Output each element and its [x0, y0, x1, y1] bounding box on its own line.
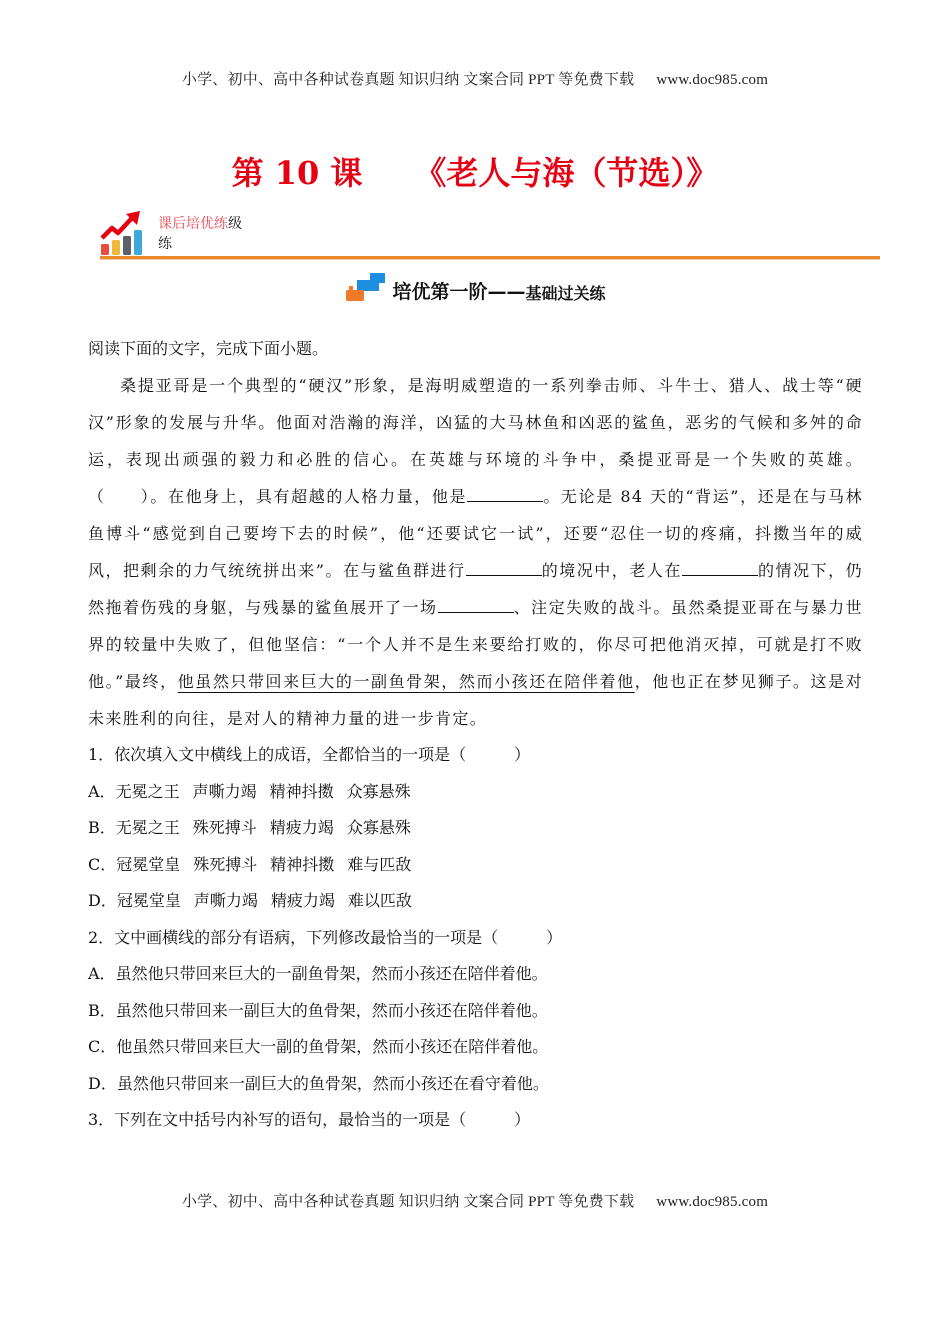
- question-3-stem: 3．下列在文中括号内补写的语句，最恰当的一项是（ ）: [88, 1110, 531, 1129]
- underlined-sentence: 他虽然只带回来巨大的一副鱼骨架，然而小孩还在陪伴着他: [177, 672, 635, 691]
- section-title-main: 培优第一阶——: [392, 281, 526, 303]
- question-2-option-a: [88, 956, 863, 993]
- header-site-link[interactable]: www.doc985.com: [656, 72, 769, 88]
- option-idiom: 声嘶力竭: [192, 781, 257, 801]
- passage-text: 桑提亚哥是一个典型的“硬汉”形象，是海明威塑造的一系列拳击师、斗牛士、猎人、战士等“硬汉”形象的发展与升华。他面对浩瀚的海洋，凶猛的大马林鱼和凶恶的鲨鱼，恶劣的气候和多舛的命运，表现出顽强的毅力和必胜的信心。在英雄与环境的斗争中，桑提亚哥是一个失败的英雄。（ ）。在他身上，具有超越的人格力量，他是: [88, 376, 863, 506]
- book-title: 《老人与海（节选）》: [414, 154, 719, 192]
- option-label: D．: [88, 891, 117, 910]
- page-footer: [0, 1190, 950, 1211]
- growth-chart-icon: [100, 210, 144, 256]
- passage-text: 、注定失败的战斗。虽然桑提亚哥在与暴力世界的较量中失败了，但他坚信：“一个人并不是生来要给打败的，你尽可把他消灭掉，可就是打不败他。”最终，: [88, 598, 863, 691]
- header-text: 小学、初中、高中各种试卷真题 知识归纳 文案合同 PPT 等免费下载: [181, 72, 635, 88]
- question-2-option-b: [88, 993, 863, 1030]
- option-idiom: 无冕之王: [115, 781, 180, 801]
- option-idiom: 冠冕堂皇: [116, 891, 181, 910]
- passage-text: 的情况下，仍然拖着伤残的身躯，与残暴的鲨鱼展开了一场: [88, 561, 863, 617]
- lesson-number: 第 10 课: [231, 154, 363, 192]
- fill-blank-4: [438, 594, 514, 613]
- reading-passage: [88, 367, 863, 737]
- option-text: 虽然他只带回来一副巨大的鱼骨架，然而小孩还在看守着他。: [116, 1073, 549, 1093]
- footer-text: 小学、初中、高中各种试卷真题 知识归纳 文案合同 PPT 等免费下载: [181, 1194, 635, 1210]
- passage-text: 的境况中，老人在: [541, 561, 682, 580]
- banner-label-black-1: 级: [228, 216, 242, 232]
- question-1-option-b: [88, 810, 863, 847]
- footer-site-link[interactable]: www.doc985.com: [656, 1194, 769, 1210]
- steps-icon: [344, 272, 386, 304]
- question-2-option-c: [88, 1029, 863, 1066]
- question-1-option-a: [88, 774, 863, 811]
- option-label: C．: [88, 854, 117, 874]
- instruction: 阅读下面的文字，完成下面小题。: [88, 339, 329, 358]
- option-idiom: 难以匹敌: [347, 891, 412, 910]
- option-idiom: 精神抖擞: [270, 854, 335, 874]
- option-text: 虽然他只带回来一副巨大的鱼骨架，然而小孩还在陪伴着他。: [115, 1000, 548, 1020]
- option-idiom: 冠冕堂皇: [116, 854, 181, 874]
- option-idiom: 众寡悬殊: [346, 818, 411, 837]
- passage-text: ，他也正在梦见狮子。这是对未来胜利的向往，是对人的精神力量的进一步肯定。: [88, 672, 863, 728]
- question-1-option-d: [88, 883, 863, 920]
- option-label: B．: [88, 818, 116, 837]
- option-label: A．: [88, 781, 116, 801]
- option-text: 虽然他只带回来巨大的一副鱼骨架，然而小孩还在陪伴着他。: [115, 964, 548, 983]
- option-idiom: 精疲力竭: [269, 818, 334, 837]
- question-1-stem: 1．依次填入文中横线上的成语，全都恰当的一项是（ ）: [88, 745, 531, 764]
- option-idiom: 精疲力竭: [270, 891, 335, 910]
- question-2-stem: 2．文中画横线的部分有语病，下列修改最恰当的一项是（ ）: [88, 927, 563, 947]
- section-heading: [0, 272, 950, 308]
- banner-label-black-2: 练: [158, 236, 172, 252]
- question-1-option-c: [88, 847, 863, 884]
- document-body: [88, 330, 863, 1139]
- option-idiom: 难与匹敌: [347, 854, 412, 874]
- option-idiom: 声嘶力竭: [193, 891, 258, 910]
- fill-blank-3: [682, 557, 758, 576]
- option-idiom: 精神抖擞: [269, 781, 334, 801]
- option-text: 他虽然只带回来巨大一副的鱼骨架，然而小孩还在陪伴着他。: [116, 1037, 549, 1056]
- option-label: A．: [88, 964, 116, 983]
- option-idiom: 众寡悬殊: [346, 781, 411, 801]
- option-idiom: 殊死搏斗: [192, 818, 257, 837]
- option-idiom: 殊死搏斗: [193, 854, 258, 874]
- fill-blank-1: [467, 483, 543, 502]
- question-2-option-d: [88, 1066, 863, 1103]
- page-title: [0, 148, 950, 194]
- fill-blank-2: [466, 557, 542, 576]
- option-label: D．: [88, 1073, 117, 1093]
- option-label: B．: [88, 1000, 116, 1020]
- banner-divider: [100, 256, 880, 260]
- banner-label: [158, 214, 242, 254]
- banner-label-red: 课后培优练: [158, 216, 228, 232]
- section-title-sub: 基础过关练: [525, 284, 606, 303]
- page-header: [0, 68, 950, 89]
- option-idiom: 无冕之王: [115, 818, 180, 837]
- option-label: C．: [88, 1037, 117, 1056]
- passage-text: 。无论是 84 天的“背运”，还是在与马林鱼博斗“感觉到自己要垮下去的时候”，他“还要试它一试”，还要“忍住一切的疼痛，抖擞当年的威风，把剩余的力气统统拼出来”。在与鲨鱼群进行: [88, 487, 863, 580]
- practice-banner: [100, 208, 880, 262]
